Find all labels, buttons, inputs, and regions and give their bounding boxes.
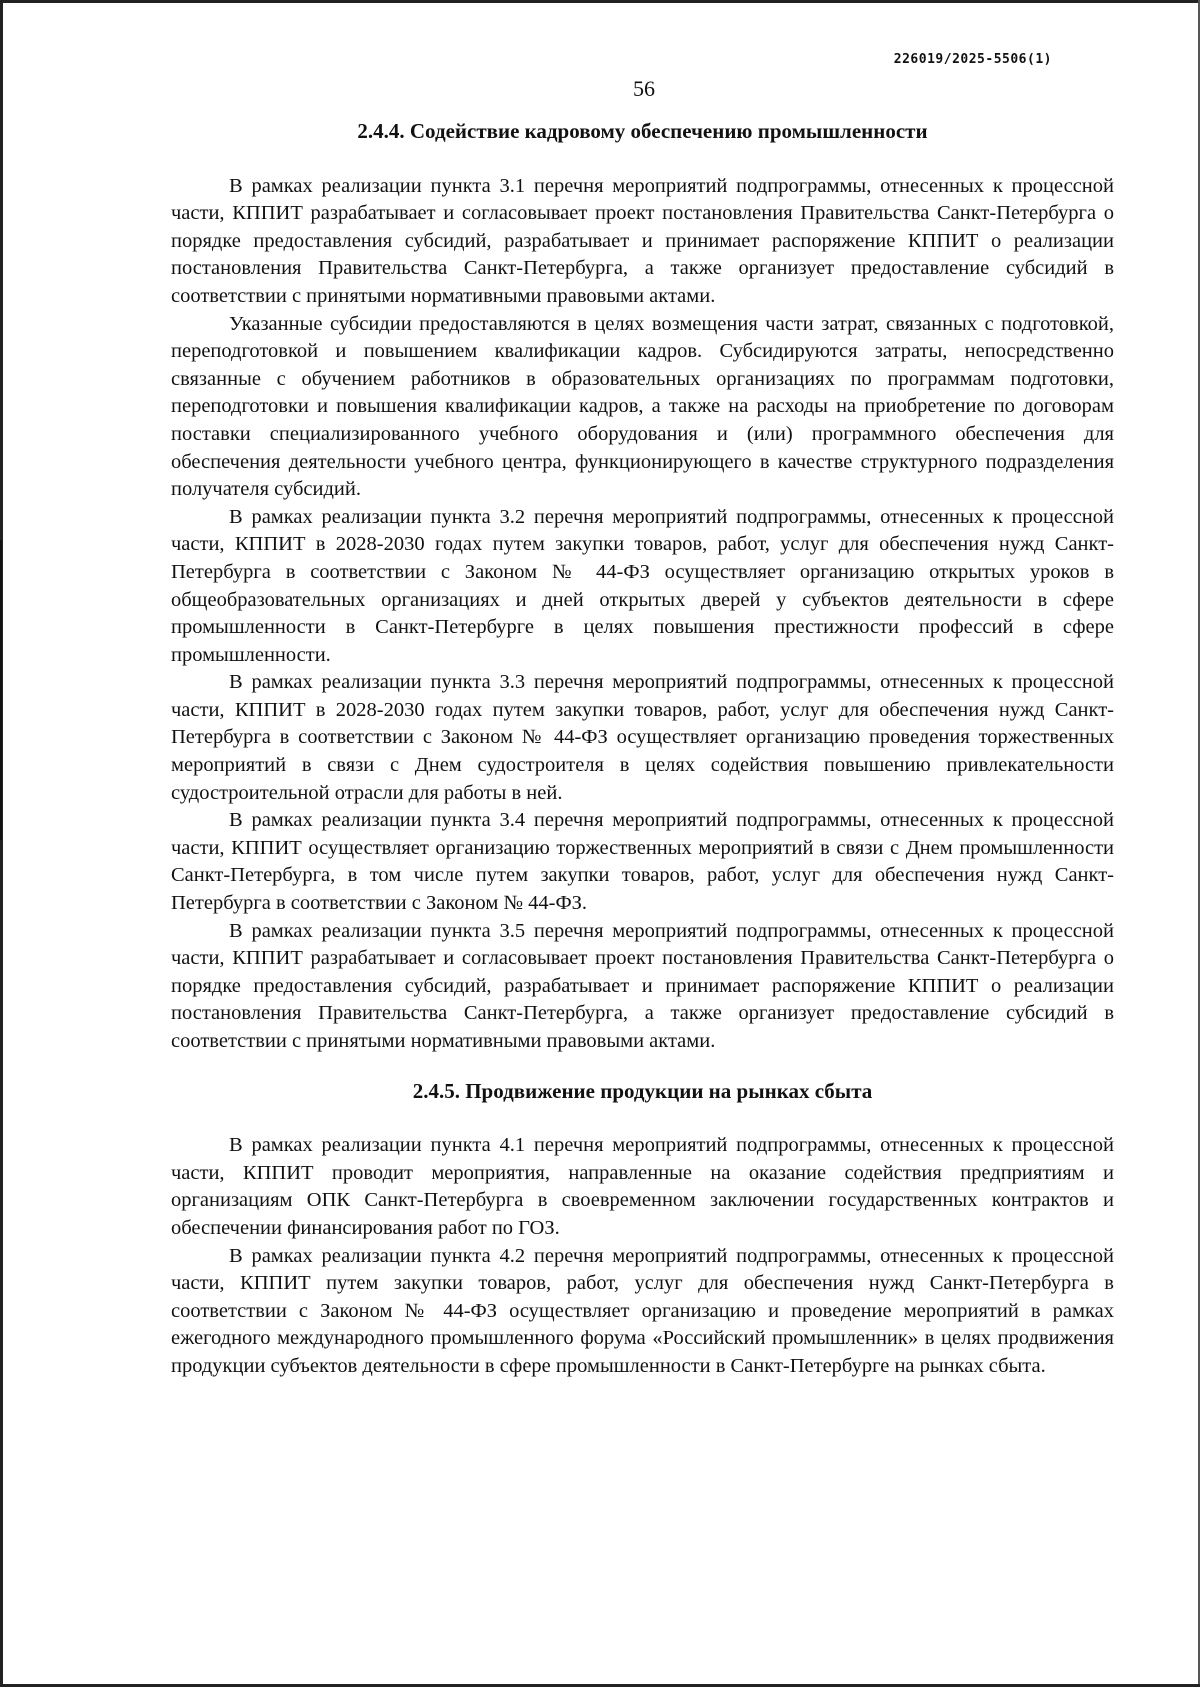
page-number: 56 <box>633 76 655 101</box>
paragraph: В рамках реализации пункта 4.1 перечня мероприятий подпрограммы, отнесенных к процессной части, КППИТ проводит мероприятия, направленные на оказание содействия предприятиям и организациям ОПК Санкт-Петербурга в своевременном заключении государственных контрактов и обеспечении финансирования работ по ГОЗ. <box>171 1134 1114 1239</box>
paragraph: В рамках реализации пункта 3.2 перечня мероприятий подпрограммы, отнесенных к процессной части, КППИТ в 2028-2030 годах путем закупки товаров, работ, услуг для обеспечения нужд Санкт-Петербурга в соответствии с Законом № 44-ФЗ осуществляет организацию открытых уроков в общеобразовательных организациях и дней открытых дверей у субъектов деятельности в сфере промышленности в Санкт-Петербурге в целях повышения престижности профессий в сфере промышленности. <box>171 505 1114 666</box>
section-heading: 2.4.4. Содействие кадровому обеспечению промышленности <box>357 119 928 143</box>
paragraph: В рамках реализации пункта 3.3 перечня мероприятий подпрограммы, отнесенных к процессной части, КППИТ в 2028-2030 годах путем закупки товаров, работ, услуг для обеспечения нужд Санкт-Петербурга в соответствии с Законом № 44-ФЗ осуществляет организацию проведения торжественных мероприятий в связи с Днем судостроителя в целях содействия повышению привлекательности судостроительной отрасли для работы в ней. <box>171 671 1114 804</box>
registration-number: 226019/2025-5506(1) <box>893 52 1052 67</box>
document-body <box>171 118 1114 1381</box>
scan-border-top <box>0 0 1200 3</box>
paragraph: В рамках реализации пункта 3.4 перечня мероприятий подпрограммы, отнесенных к процессной части, КППИТ осуществляет организацию торжественных мероприятий в связи с Днем промышленности Санкт-Петербурга, в том числе путем закупки товаров, работ, услуг для обеспечения нужд Санкт-Петербурга в соответствии с Законом № 44-ФЗ. <box>171 809 1114 915</box>
scan-border-left <box>0 0 3 1687</box>
scan-edge-mark <box>0 540 2 840</box>
paragraph: В рамках реализации пункта 3.5 перечня мероприятий подпрограммы, отнесенных к процессной части, КППИТ разрабатывает и согласовывает проект постановления Правительства Санкт-Петербурга о порядке предоставления субсидий, разрабатывает и принимает распоряжение КППИТ о реализации постановления Правительства Санкт-Петербурга, а также организует предоставление субсидий в соответствии с принятыми нормативными правовыми актами. <box>171 919 1114 1052</box>
paragraph: В рамках реализации пункта 3.1 перечня мероприятий подпрограммы, отнесенных к процессной части, КППИТ разрабатывает и согласовывает проект постановления Правительства Санкт-Петербурга о порядке предоставления субсидий, разрабатывает и принимает распоряжение КППИТ о реализации постановления Правительства Санкт-Петербурга, а также организует предоставление субсидий в соответствии с принятыми нормативными правовыми актами. <box>171 174 1114 307</box>
paragraph: Указанные субсидии предоставляются в целях возмещения части затрат, связанных с подготовкой, переподготовкой и повышением квалификации кадров. Субсидируются затраты, непосредственно связанные с обучением работников в образовательных организациях по программам подготовки, переподготовки и повышения квалификации кадров, а также на расходы на приобретение по договорам поставки специализированного учебного оборудования и (или) программного обеспечения для обеспечения деятельности учебного центра, функционирующего в качестве структурного подразделения получателя субсидий. <box>171 312 1114 501</box>
paragraph: В рамках реализации пункта 4.2 перечня мероприятий подпрограммы, отнесенных к процессной части, КППИТ путем закупки товаров, работ, услуг для обеспечения нужд Санкт-Петербурга в соответствии с Законом № 44-ФЗ осуществляет организацию и проведение мероприятий в рамках ежегодного международного промышленного форума «Российский промышленник» в целях продвижения продукции субъектов деятельности в сфере промышленности в Санкт-Петербурге на рынках сбыта. <box>171 1244 1114 1377</box>
section-heading: 2.4.5. Продвижение продукции на рынках сбыта <box>412 1078 873 1103</box>
